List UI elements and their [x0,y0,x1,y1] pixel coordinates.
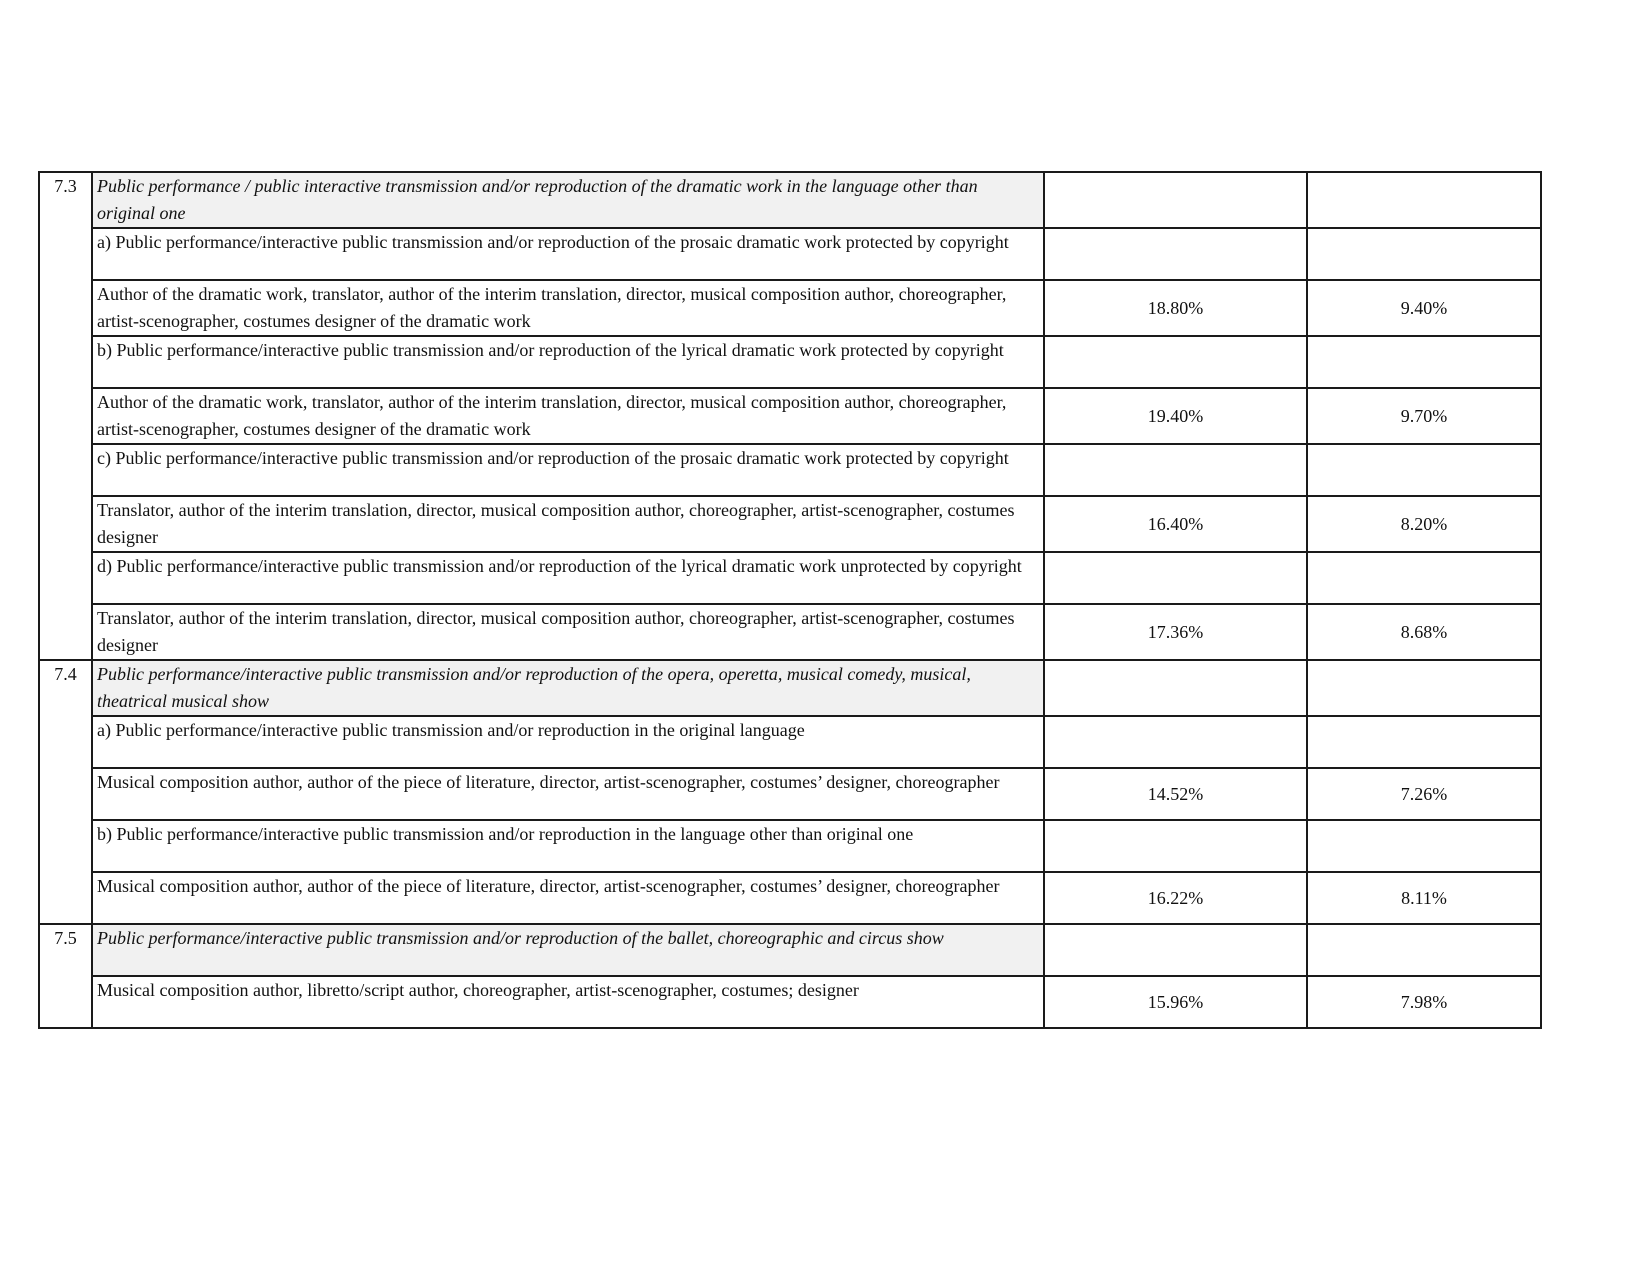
rate-value-1: 14.52% [1044,768,1307,820]
rate-value-2: 8.20% [1307,496,1541,552]
section-number: 7.5 [39,924,92,1028]
rate-value-1: 19.40% [1044,388,1307,444]
row-description: b) Public performance/interactive public transmission and/or reproduction of the lyrical dramatic work protected by copyright [92,336,1044,388]
section-value-cell-1 [1044,660,1307,716]
rate-value-2 [1307,716,1541,768]
rate-value-1: 15.96% [1044,976,1307,1028]
table-row [39,976,1541,1028]
rate-value-1: 17.36% [1044,604,1307,660]
table-row [39,496,1541,552]
table-row [39,716,1541,768]
section-header-row [39,660,1541,716]
section-value-cell-1 [1044,172,1307,228]
section-header-row [39,172,1541,228]
rate-value-2: 9.40% [1307,280,1541,336]
row-description: Author of the dramatic work, translator, author of the interim translation, director, musical composition author, choreographer, artist-scenographer, costumes designer of the dramatic work [92,388,1044,444]
rate-value-1 [1044,552,1307,604]
section-number: 7.3 [39,172,92,660]
table-row [39,228,1541,280]
section-value-cell-2 [1307,924,1541,976]
section-title: Public performance/interactive public transmission and/or reproduction of the opera, operetta, musical comedy, musical, theatrical musical show [92,660,1044,716]
table-row [39,768,1541,820]
rate-value-2: 8.68% [1307,604,1541,660]
rate-value-1: 16.40% [1044,496,1307,552]
section-value-cell-2 [1307,660,1541,716]
table-row [39,336,1541,388]
table-row [39,388,1541,444]
table-row [39,604,1541,660]
rate-value-1 [1044,716,1307,768]
row-description: a) Public performance/interactive public transmission and/or reproduction of the prosaic dramatic work protected by copyright [92,228,1044,280]
row-description: a) Public performance/interactive public transmission and/or reproduction in the original language [92,716,1044,768]
rate-value-2 [1307,820,1541,872]
rate-value-1 [1044,820,1307,872]
rate-value-1 [1044,444,1307,496]
rate-value-2: 8.11% [1307,872,1541,924]
row-description: b) Public performance/interactive public transmission and/or reproduction in the language other than original one [92,820,1044,872]
table-row [39,280,1541,336]
table-row [39,444,1541,496]
row-description: Translator, author of the interim translation, director, musical composition author, choreographer, artist-scenographer, costumes designer [92,496,1044,552]
table-row [39,552,1541,604]
rate-value-2 [1307,444,1541,496]
table-body [39,172,1541,1028]
rate-value-1 [1044,228,1307,280]
row-description: Translator, author of the interim translation, director, musical composition author, choreographer, artist-scenographer, costumes designer [92,604,1044,660]
rate-value-1: 18.80% [1044,280,1307,336]
royalty-table [38,171,1542,1029]
section-title: Public performance/interactive public transmission and/or reproduction of the ballet, choreographic and circus show [92,924,1044,976]
section-header-row [39,924,1541,976]
table-row [39,872,1541,924]
row-description: d) Public performance/interactive public transmission and/or reproduction of the lyrical dramatic work unprotected by copyright [92,552,1044,604]
rate-value-2: 9.70% [1307,388,1541,444]
row-description: Musical composition author, author of the piece of literature, director, artist-scenographer, costumes’ designer, choreographer [92,768,1044,820]
row-description: Musical composition author, libretto/script author, choreographer, artist-scenographer, costumes; designer [92,976,1044,1028]
section-value-cell-2 [1307,172,1541,228]
row-description: c) Public performance/interactive public transmission and/or reproduction of the prosaic dramatic work protected by copyright [92,444,1044,496]
row-description: Musical composition author, author of the piece of literature, director, artist-scenographer, costumes’ designer, choreographer [92,872,1044,924]
rate-value-1: 16.22% [1044,872,1307,924]
section-value-cell-1 [1044,924,1307,976]
section-title: Public performance / public interactive transmission and/or reproduction of the dramatic work in the language other than original one [92,172,1044,228]
table-row [39,820,1541,872]
rate-value-2 [1307,552,1541,604]
rate-value-2 [1307,228,1541,280]
rate-value-2: 7.26% [1307,768,1541,820]
row-description: Author of the dramatic work, translator, author of the interim translation, director, musical composition author, choreographer, artist-scenographer, costumes designer of the dramatic work [92,280,1044,336]
rate-value-2 [1307,336,1541,388]
rate-value-2: 7.98% [1307,976,1541,1028]
section-number: 7.4 [39,660,92,924]
rate-value-1 [1044,336,1307,388]
